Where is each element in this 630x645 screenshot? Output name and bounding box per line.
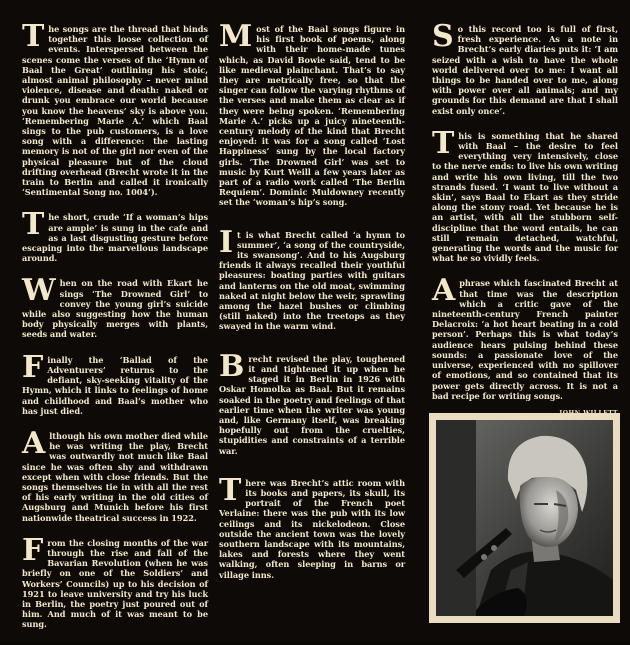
paragraph-text: t is what Brecht called ‘a hymn to summer’, ‘a song of the countryside, its swansong’. And to his Augsburg friends it always recalled their youthful pleasures: boating parties with guitars and lanterns on the old moat, swimming naked at night below the weir, sprawling among the hazel bushes or climbing (still naked) into the treetops as they swayed in the warm wind. — [219, 229, 405, 332]
paragraph-text: rom the closing months of the war through the rise and fall of the Bavarian Revolution (when he was briefly on one of the Soldiers’ and Workers’ Councils) up to his decision of 1921 to leave university and try his luck in Berlin, the poetry just poured out of him. And much of it was meant to be sung. — [22, 537, 208, 630]
drop-cap: F — [22, 349, 44, 385]
paragraph-text: he songs are the thread that binds together this loose collection of events. Interspersed between the scenes come the verses of the ‘Hymn of Baal the Great’ outlining his stoic, almost animal philosophy – never mind violence, disease and death: naked or drunk you embrace our world because you know the heavens’ sky is above you. ‘Remembering Marie A.’ which Baal sings to the pub customers, is a love song with a difference: the lasting memory is not of the girl nor even of the physical pleasure but of the cloud drifting overhead (Brecht wrote it in the train to Berlin and called it ironically ‘Sentimental Song no. 1004’). — [22, 24, 208, 198]
paragraph-text: he short, crude ‘If a woman’s hips are ample’ is sung in the cafe and as a last disgusting gesture before escaping into the marvellous landscape around. — [22, 212, 208, 264]
paragraph-text: hen on the road with Ekart he sings ‘The Drowned Girl’ to convey the young girl’s suicide while also suggesting how the human body physically merges with plants, seeds and water. — [22, 278, 208, 340]
paragraph-text: his is something that he shared with Baal – the desire to feel everything very intensively, close to the nerve ends: to live his own writing and write his own living, till the two strands fused. ‘I want to live without a skin’, says Baal to Ekart as they stride along the stony road. Yet because he is an artist, with all the stubborn self-discipline that the word entails, he can still remain detached, watchful, generating the words and the music for what he so vividly feels. — [432, 130, 618, 264]
paragraph-text: ost of the Baal songs figure in his first book of poems, along with their home-made tunes which, as David Bowie said, tend to be like medieval plainchant. That’s to say they are metrically free, so that the singer can follow the varying rhythms of the verses and make them as clear as if they were being spoken. ‘Remembering Marie A.’ picks up a juicy nineteenth-century melody of the kind that Brecht enjoyed: it was for a song called ‘Lost Happiness’ sung by the local factory girls. ‘The Drowned Girl’ was set to music by Kurt Weill a few years later as part of a radio work called ‘The Berlin Requiem’. Dominic Muldowney recently set the ‘woman’s hip’s song. — [219, 24, 405, 208]
column-3 — [432, 19, 618, 417]
drop-cap: M — [219, 19, 253, 54]
drop-cap: A — [22, 425, 46, 461]
drop-cap: F — [22, 532, 44, 568]
paragraph-text: phrase which fascinated Brecht at that time was the description which a critic gave of the nineteenth-century French painter Delacroix: ‘a hot heart beating in a cold person’. Perhaps this is what today’s audience hears pulsing behind these sounds: a passionate love of the universe, experienced with no spillover of emotions, and so contained that its power gets directly across. It is not a bad recipe for writing songs. — [432, 278, 618, 401]
drop-cap: T — [22, 207, 45, 243]
drop-cap: I — [219, 224, 233, 260]
paragraph — [22, 207, 208, 264]
drop-cap: T — [219, 472, 242, 508]
paragraph — [22, 425, 208, 523]
paragraph-text: here was Brecht’s attic room with its books and papers, its skull, its portrait of the French poet Verlaine: there was the pub with its low ceilings and its nickelodeon. Close outside the ancient town was the lovely southern landscape with its mountains, lakes and forests where they went walking, often sleeping in barns or village inns. — [219, 477, 405, 580]
paragraph-text: o this record too is full of first, fresh experience. As a note in Brecht’s early diaries puts it: ‘I am seized with a wish to have the whole world delivered over to me: I want all things to be handed over to me, along with power over all animals; and my grounds for this demand are that I shall exist only once’. — [432, 24, 618, 116]
drop-cap: A — [432, 273, 456, 309]
paragraph — [22, 349, 208, 416]
drop-cap: B — [219, 348, 245, 384]
portrait-photo — [436, 420, 613, 616]
drop-cap: T — [432, 125, 455, 161]
paragraph — [219, 224, 405, 332]
paragraph — [219, 348, 405, 456]
paragraph-text: recht revised the play, toughened it and tightened it up when he staged it in Berlin in 1926 with Oskar Homolka as Baal. But it remains soaked in the poetry and feelings of that earlier time when the writer was young and, like Germany itself, was breaking hopefully out from the cruelties, stupidities and constraints of a terrible war. — [219, 353, 405, 456]
drop-cap: T — [22, 19, 45, 54]
paragraph-text: lthough his own mother died while he was writing the play, Brecht was outwardly not much like Baal since he was often shy and withdrawn except when with close friends. But the songs themselves tie in with all the rest of his early writing in the old cities of Augsburg and Munich before his first nationwide theatrical success in 1922. — [22, 430, 208, 523]
paragraph — [432, 125, 618, 264]
paragraph — [219, 19, 405, 208]
photo-frame — [429, 413, 620, 623]
paragraph — [22, 273, 208, 340]
drop-cap: S — [432, 19, 454, 54]
paragraph — [432, 273, 618, 401]
paragraph — [22, 19, 208, 198]
column-1 — [22, 19, 208, 645]
paragraph-text: inally the ‘Ballad of the Adventurers’ returns to the defiant, sky-seeking vitality of the Hymn, which it links to feelings of home and childhood and Baal’s mother who has just died. — [22, 354, 208, 416]
drop-cap: W — [22, 273, 56, 309]
column-2 — [219, 19, 405, 595]
paragraph — [22, 532, 208, 630]
paragraph — [219, 472, 405, 580]
paragraph — [432, 19, 618, 116]
